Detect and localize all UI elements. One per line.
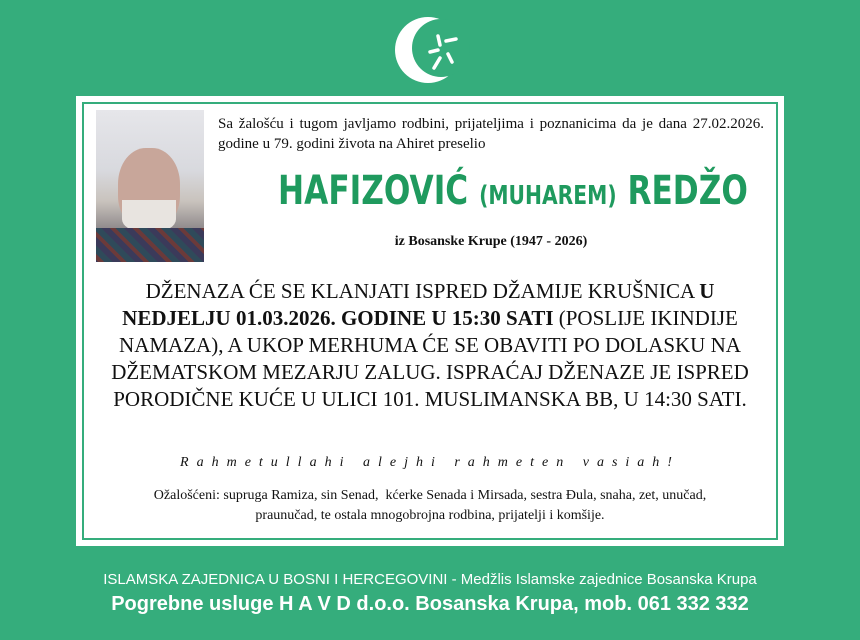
origin-years: iz Bosanske Krupe (1947 - 2026) — [394, 234, 588, 249]
intro-text: Sa žalošću i tugom javljamo rodbini, prijateljima i poznanicima da je dana 27.02.2026. godine u 79. godini života na Ahiret preselio — [218, 116, 764, 152]
announcement-text-rest: (POSLIJE IKINDIJE NAMAZA), A UKOP MERHUMA ĆE SE OBAVITI PO DOLASKU NA DŽEMATSKOM MEZARJU ZALUG. ISPRAĆAJ DŽENAZE JE ISPRED PORODIČNE KUĆE U ULICI 101. MUSLIMANSKA BB, U 14:30 SATI. — [111, 306, 749, 411]
surname: HAFIZOVIĆ — [278, 168, 469, 214]
funeral-announcement — [100, 278, 760, 413]
footer-organization: ISLAMSKA ZAJEDNICA U BOSNI I HERCEGOVINI - Medžlis Islamske zajednice Bosanska Krupa — [103, 571, 757, 588]
mourners-line-2: praunučad, te ostala mnogobrojna rodbina, prijatelji i komšije. — [255, 508, 605, 523]
prayer-text: Rahmetullahi alejhi rahmeten vasiah! — [180, 455, 680, 470]
deceased-name — [278, 168, 748, 214]
crescent-star-icon — [390, 12, 470, 88]
first-name: REDŽO — [627, 168, 748, 214]
footer-funeral-service: Pogrebne usluge H A V D d.o.o. Bosanska Krupa, mob. 061 332 332 — [111, 593, 749, 615]
mourners — [90, 486, 770, 526]
father-name: (MUHAREM) — [479, 181, 617, 211]
mourners-line-1: Ožalošćeni: supruga Ramiza, sin Senad, kćerke Senada i Mirsada, sestra Đula, snaha, zet, unučad, — [153, 488, 707, 503]
deceased-photo — [96, 110, 204, 262]
announcement-text: DŽENAZA ĆE SE KLANJATI ISPRED DŽAMIJE KRUŠNICA — [145, 279, 700, 303]
announcement-date-time: U NEDJELJU 01.03.2026. GODINE U 15:30 SATI — [122, 279, 715, 330]
